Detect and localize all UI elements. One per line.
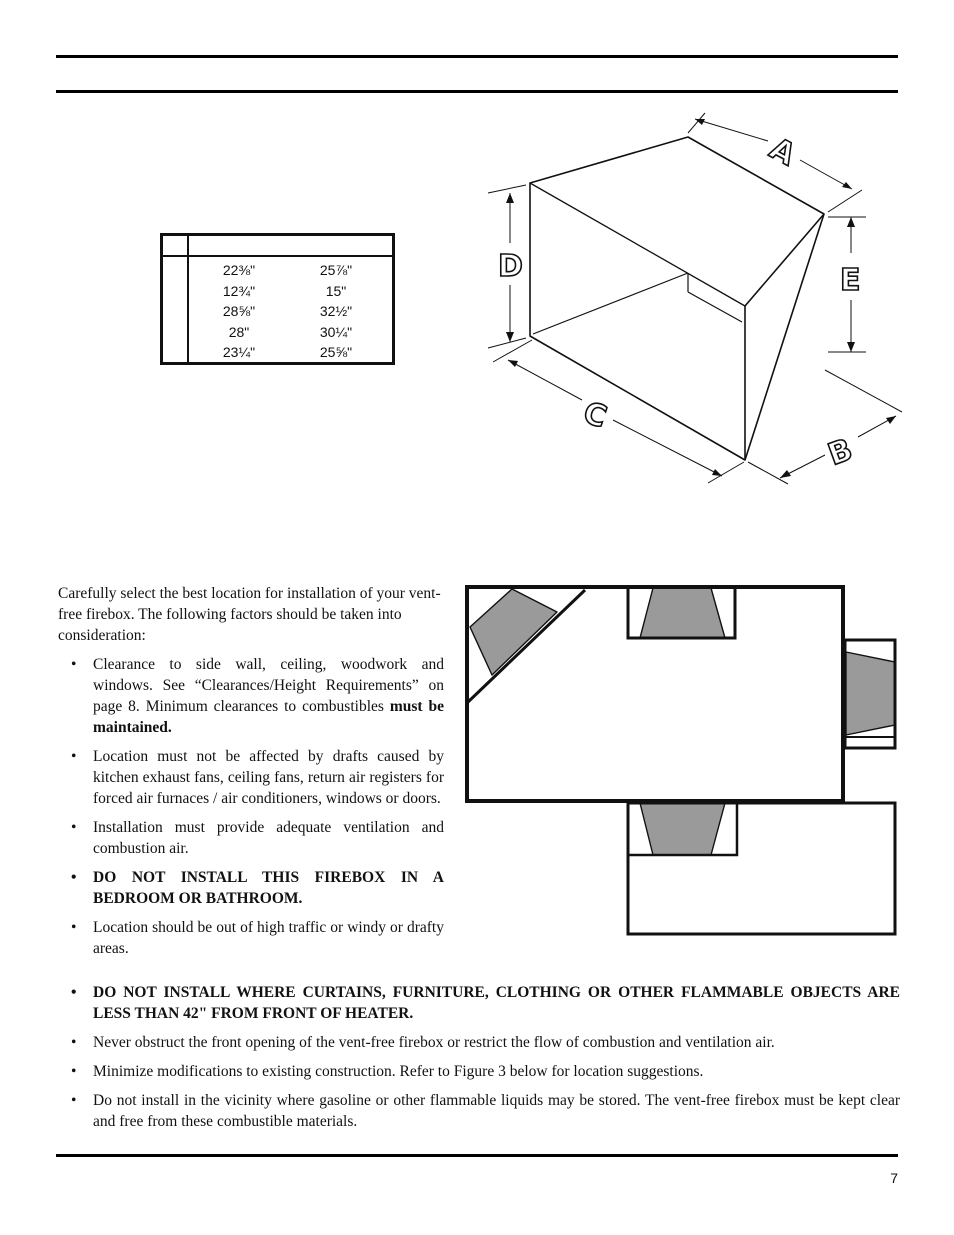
list-item-bold-text: must be maintained. — [93, 698, 444, 736]
bullet: • — [71, 1063, 77, 1080]
top-wall-firebox — [640, 588, 725, 638]
dim-a-line-1 — [695, 119, 768, 141]
dim-c-arrow-right — [712, 469, 722, 476]
dim-b-extension-top — [825, 370, 902, 412]
dim-e-arrow-top — [847, 217, 855, 227]
dim-a-arrow-right — [842, 182, 852, 189]
page-number: 7 — [890, 1170, 898, 1186]
bullet: • — [71, 984, 77, 1001]
firebox-inner-base-line — [688, 292, 742, 322]
dim-cell: 32½" — [319, 303, 353, 319]
dim-b-extension-bottom — [748, 462, 788, 484]
dim-cell: 28⅝" — [222, 303, 256, 319]
dimension-table — [160, 233, 395, 365]
list-item-text: Do not install in the vicinity where gasoline or other flammable liquids may be stored. The vent-free firebox must be kept clear and free from these combustible materials. — [93, 1092, 900, 1130]
firebox-outline — [530, 137, 824, 460]
bullet: • — [71, 1092, 77, 1109]
dimension-column-1 — [199, 260, 279, 363]
header-rule-top — [56, 55, 898, 58]
bullet: • — [71, 748, 77, 765]
bullet: • — [71, 656, 77, 673]
list-item-text: Clearance to side wall, ceiling, woodwork and windows. See “Clearances/Height Requirements” on page 8. Minimum clearances to combustibles — [93, 656, 444, 715]
right-wall-firebox — [846, 652, 895, 735]
dim-cell: 12¾" — [222, 282, 256, 299]
dim-label-d: D — [498, 249, 523, 284]
dim-cell: 30¼" — [319, 323, 353, 340]
list-item-text: Location should be out of high traffic or windy or drafty areas. — [93, 919, 444, 957]
bullet: • — [71, 1034, 77, 1051]
dim-c-line-1 — [508, 360, 582, 400]
firebox-front-left-edge — [530, 183, 745, 306]
firebox-inner-back-line — [533, 273, 688, 334]
list-item — [58, 982, 900, 1024]
dim-cell: 28" — [228, 323, 250, 340]
dim-label-c: C — [579, 395, 611, 436]
firebox-dimension-diagram — [480, 105, 910, 495]
dim-cell: 15" — [325, 282, 347, 299]
list-item — [58, 1090, 900, 1132]
dim-label-a: A — [764, 131, 801, 173]
list-item — [58, 746, 444, 809]
dim-c-arrow-left — [508, 360, 518, 367]
list-item — [58, 917, 444, 959]
dim-a-arrow-left — [695, 119, 705, 125]
dimension-table-divider — [187, 236, 189, 362]
list-item-text: Location must not be affected by drafts caused by kitchen exhaust fans, ceiling fans, return air registers for forced air furnaces / air conditioners, windows or doors. — [93, 748, 444, 807]
dimension-table-header — [163, 236, 392, 257]
list-item-bold-text: DO NOT INSTALL WHERE CURTAINS, FURNITURE, CLOTHING OR OTHER FLAMMABLE OBJECTS ARE LESS THAN 42" FROM FRONT OF HEATER. — [93, 984, 900, 1022]
list-item-bold-text: DO NOT INSTALL THIS FIREBOX IN A BEDROOM OR BATHROOM. — [93, 869, 444, 907]
dim-b-arrow-top — [886, 416, 896, 424]
bullet: • — [71, 869, 77, 886]
list-item-text: Never obstruct the front opening of the vent-free firebox or restrict the flow of combustion and ventilation air. — [93, 1034, 775, 1051]
bottom-wall-firebox — [640, 803, 725, 855]
dim-a-extension-right — [828, 190, 862, 212]
dim-label-e: E — [840, 263, 861, 298]
dim-c-extension-left — [493, 340, 532, 362]
list-item-text: Installation must provide adequate ventilation and combustion air. — [93, 819, 444, 857]
dim-e-arrow-bottom — [847, 342, 855, 352]
dim-cell: 25⅝" — [319, 344, 353, 360]
dim-cell: 22⅜" — [222, 262, 256, 278]
bullet: • — [71, 819, 77, 836]
location-floor-plan — [462, 582, 902, 940]
list-item — [58, 1061, 900, 1082]
location-warnings-list — [58, 982, 900, 1140]
list-item — [58, 654, 444, 738]
dim-d-extension-top — [488, 185, 526, 193]
dim-label-b: B — [823, 432, 858, 473]
dimension-column-2 — [296, 260, 376, 363]
corner-firebox — [470, 589, 557, 675]
dim-cell: 25⅞" — [319, 262, 353, 278]
dim-cell: 23¼" — [222, 344, 256, 360]
dim-c-line-2 — [613, 420, 722, 476]
dim-d-arrow-bottom — [506, 332, 514, 342]
list-item — [58, 817, 444, 859]
footer-rule — [56, 1154, 898, 1157]
list-item — [58, 867, 444, 909]
location-factors-list — [58, 654, 444, 967]
header-rule-bottom — [56, 90, 898, 93]
bullet: • — [71, 919, 77, 936]
firebox-top-right-edge — [745, 214, 824, 306]
intro-paragraph: Carefully select the best location for installation of your vent-free firebox. The following factors should be taken into consideration: — [58, 585, 441, 644]
dim-b-arrow-bottom — [780, 470, 791, 478]
list-item-text: Minimize modifications to existing construction. Refer to Figure 3 below for location suggestions. — [93, 1063, 704, 1080]
dim-d-arrow-top — [506, 193, 514, 203]
list-item — [58, 1032, 900, 1053]
